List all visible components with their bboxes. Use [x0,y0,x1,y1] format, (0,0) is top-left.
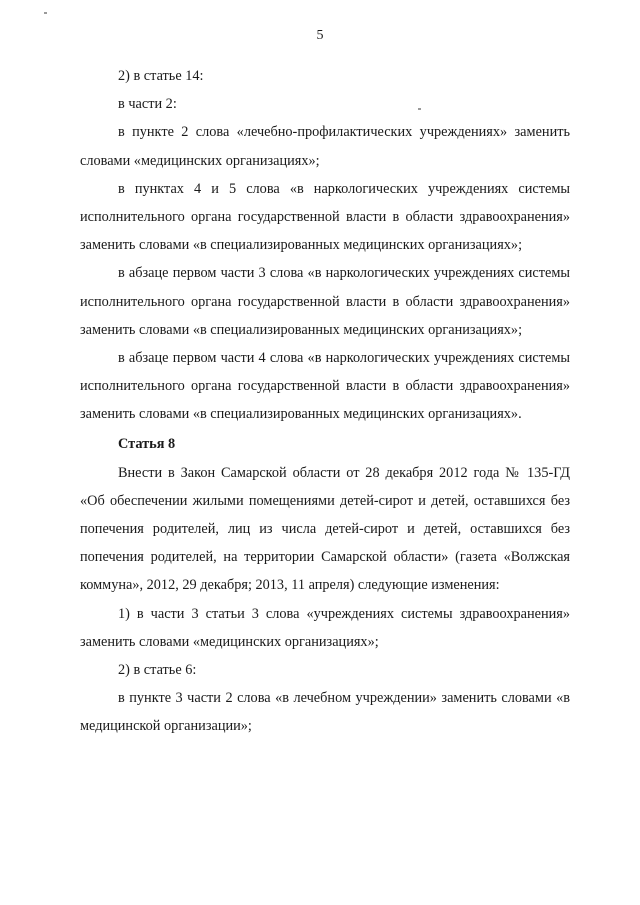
article-item-2: 2) в статье 6: [118,662,197,679]
page-number: 5 [316,28,324,43]
paragraph-part-3: в абзаце первом части 3 слова «в наркологических учреждениях системы исполнительного органа государственной власти в области здравоохранения» заменить словами «в специализированных медицинских организациях»; [80,265,570,338]
paragraph-clause-2: в пункте 2 слова «лечебно-профилактических учреждениях» заменить словами «медицинских организациях»; [80,124,570,169]
article-heading: Статья 8 [118,435,176,452]
paragraph-part-4: в абзаце первом части 4 слова «в наркологических учреждениях системы исполнительного органа государственной власти в области здравоохранения» заменить словами «в специализированных медицинских организациях». [80,350,570,423]
paragraph-item-2: 2) в статье 14: [118,68,204,84]
paragraph-part-2: в части 2: [118,96,177,113]
scan-speck [44,12,47,14]
article-item-2-clause-3: в пункте 3 части 2 слова «в лечебном учреждении» заменить словами «в медицинской организации»; [80,690,570,735]
document-body [80,62,570,741]
article-item-1: 1) в части 3 статьи 3 слова «учреждениях системы здравоохранения» заменить словами «медицинских организациях»; [80,605,570,650]
article-intro-paragraph: Внести в Закон Самарской области от 28 декабря 2012 года № 135-ГД «Об обеспечении жилыми помещениями детей-сирот и детей, оставшихся без попечения родителей, лиц из числа детей-сирот и детей, оставшихся без попечения родителей, на территории Самарской области» (газета «Волжская коммуна», 2012, 29 декабря; 2013, 11 апреля) следующие изменения: [80,464,570,594]
paragraph-clauses-4-5: в пунктах 4 и 5 слова «в наркологических учреждениях системы исполнительного органа государственной власти в области здравоохранения» заменить словами «в специализированных медицинских организациях»; [80,180,570,254]
